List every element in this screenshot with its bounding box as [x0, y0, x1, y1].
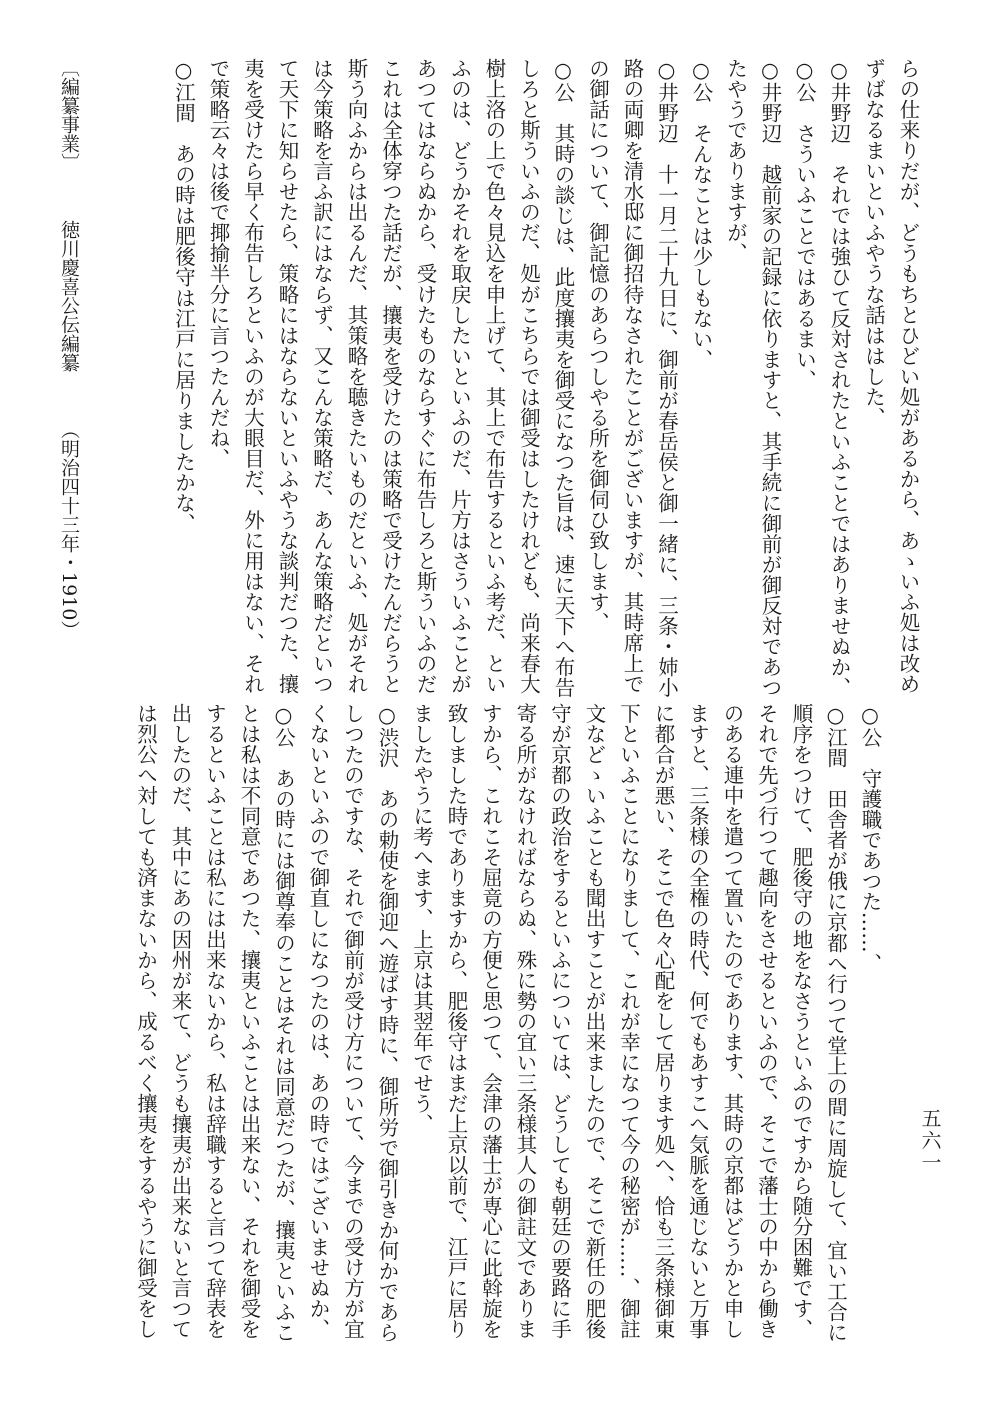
text-line: ○井野辺 越前家の記録に依りますと、其手続に御前が御反対であつ	[758, 58, 782, 698]
footer-spacer	[56, 382, 83, 410]
footer-book-title: 徳川慶喜公伝編纂	[58, 220, 80, 372]
text-line: ますと、三条様の全権の時代、何でもあすこへ気脈を通じないと万事	[685, 703, 710, 1340]
text-line: するといふことは私には出来ないから、私は辞職すると言つて辞表を	[202, 703, 227, 1340]
page-number: 五六一	[918, 1108, 942, 1174]
text-line: ふのは、どうかそれを取戻したいといふのだ、片方はさういふことが	[447, 58, 472, 695]
text-line: 斯う向ふからは出るんだ、其策略を聴きたいものだといふ、処がそれ	[344, 58, 368, 695]
text-line: 樹上洛の上で色々見込を申上げて、其上で布告するといふ考だ、とい	[482, 58, 506, 695]
text-line: ○井野辺 それでは強ひて反対されたといふことではありませぬか、	[827, 58, 851, 698]
text-line: 致しました時でありますから、肥後守はまだ上京以前で、江戸に居り	[444, 703, 468, 1340]
text-line: の御話について、御記憶のあらつしやる所を御伺ひ致します、	[585, 58, 610, 633]
text-line: 路の両卿を清水邸に御招待なされたことがございますが、其時席上で	[620, 58, 644, 695]
text-line: ○公 守護職であつた……、	[858, 703, 882, 974]
text-line: は烈公へ対しても済まないから、成るべく攘夷をするやうに御受をし	[133, 703, 158, 1340]
text-line: ○江間 田舎者が俄に京都へ行つて堂上の間に周旋して、宜い工合に	[823, 703, 848, 1343]
text-line: のある連中を遣つて置いたのであります、其時の京都はどうかと申し	[720, 703, 744, 1340]
text-line: くないといふので御直しになつたのは、あの時ではございませぬか、	[306, 703, 330, 1340]
footer-year: （明治四十三年・1910）	[58, 420, 80, 640]
text-line: らの仕来りだが、どうもちとひどい処があるから、あゝいふ処は改め	[896, 58, 920, 695]
text-line: に都合が悪い、そこで色々心配をして居ります処へ、恰も三条様御東	[651, 703, 675, 1340]
running-footer	[56, 58, 83, 1098]
footer-spacer	[56, 182, 83, 210]
text-line: て天下に知らせたら、策略にはならないといふやうな談判だつた、攘	[275, 58, 299, 695]
text-line: 文などゝいふことも聞出すことが出来ましたので、そこで新任の肥後	[582, 703, 606, 1340]
text-line: ずばなるまいといふやうな話ははした、	[861, 58, 886, 428]
text-line: とは私は不同意であつた、攘夷といふことは出来ない、それを御受を	[237, 703, 261, 1340]
text-line: 順序をつけて、肥後守の地をなさうといふのですから随分困難です、	[789, 703, 813, 1340]
text-line: は今策略を言ふ訳にはならず、又こんな策略だ、あんな策略だといつ	[309, 58, 334, 695]
text-line: 寄る所がなければならぬ、殊に勢の宜い三条様其人の御註文でありま	[513, 703, 537, 1340]
upper-text-block	[166, 58, 925, 698]
text-line: ○井野辺 十一月二十九日に、御前が春岳侯と御一緒に、三条・姉小	[654, 58, 679, 698]
text-line: これは全体穿つた話だが、攘夷を受けたのは策略で受けたんだらうと	[378, 58, 403, 695]
text-line: それで先づ行つて趣向をさせるといふので、そこで藩士の中から働き	[754, 703, 779, 1340]
text-line: 守が京都の政治をするといふについては、どうしても朝廷の要路に手	[547, 703, 572, 1340]
text-line: ○渋沢 あの勅使を御迎へ遊ばす時に、御所労で御引きか何かであら	[375, 703, 399, 1343]
text-line: あつてはならぬから、受けたものならすぐに布告しろと斯ういふのだ	[413, 58, 437, 695]
text-line: ○公 そんなことは少しもない、	[689, 58, 713, 370]
text-line: ○公 さういふことではあるまい、	[792, 58, 817, 390]
text-line: 出したのだ、其中にあの因州が来て、どうも攘夷が出来ないと言つて	[168, 703, 192, 1340]
text-line: ○公 あの時には御尊奉のことはそれは同意だつたが、攘夷といふこ	[271, 703, 296, 1343]
footer-section: 〔編纂事業〕	[58, 58, 80, 172]
text-line: で策略云々は後で揶揄半分に言つたんだね、	[206, 58, 230, 469]
text-line: 下といふことになりまして、これが幸になつて今の秘密が……、御註	[616, 703, 641, 1340]
text-line: ○公 其時の談じは、此度攘夷を御受になつた旨は、速に天下へ布告	[551, 58, 575, 698]
text-line: 夷を受けたら早く布告しろといふのが大眼目だ、外に用はない、それ	[240, 58, 265, 695]
text-line: ましたやうに考へます、上京は其翌年でせう、	[409, 703, 434, 1134]
text-line: しつたのですな、それで御前が受け方について、今までの受け方が宜	[340, 703, 365, 1340]
text-line: たやうでありますが、	[723, 58, 748, 264]
lower-text-block	[128, 703, 887, 1343]
text-line: ○江間 あの時は肥後守は江戸に居りましたかな、	[171, 58, 196, 534]
text-line: すから、これこそ屈竟の方便と思つて、会津の藩士が専心に此斡旋を	[478, 703, 503, 1340]
text-line: しろと斯ういふのだ、処がこちらでは御受はしたけれども、尚来春大	[516, 58, 541, 695]
